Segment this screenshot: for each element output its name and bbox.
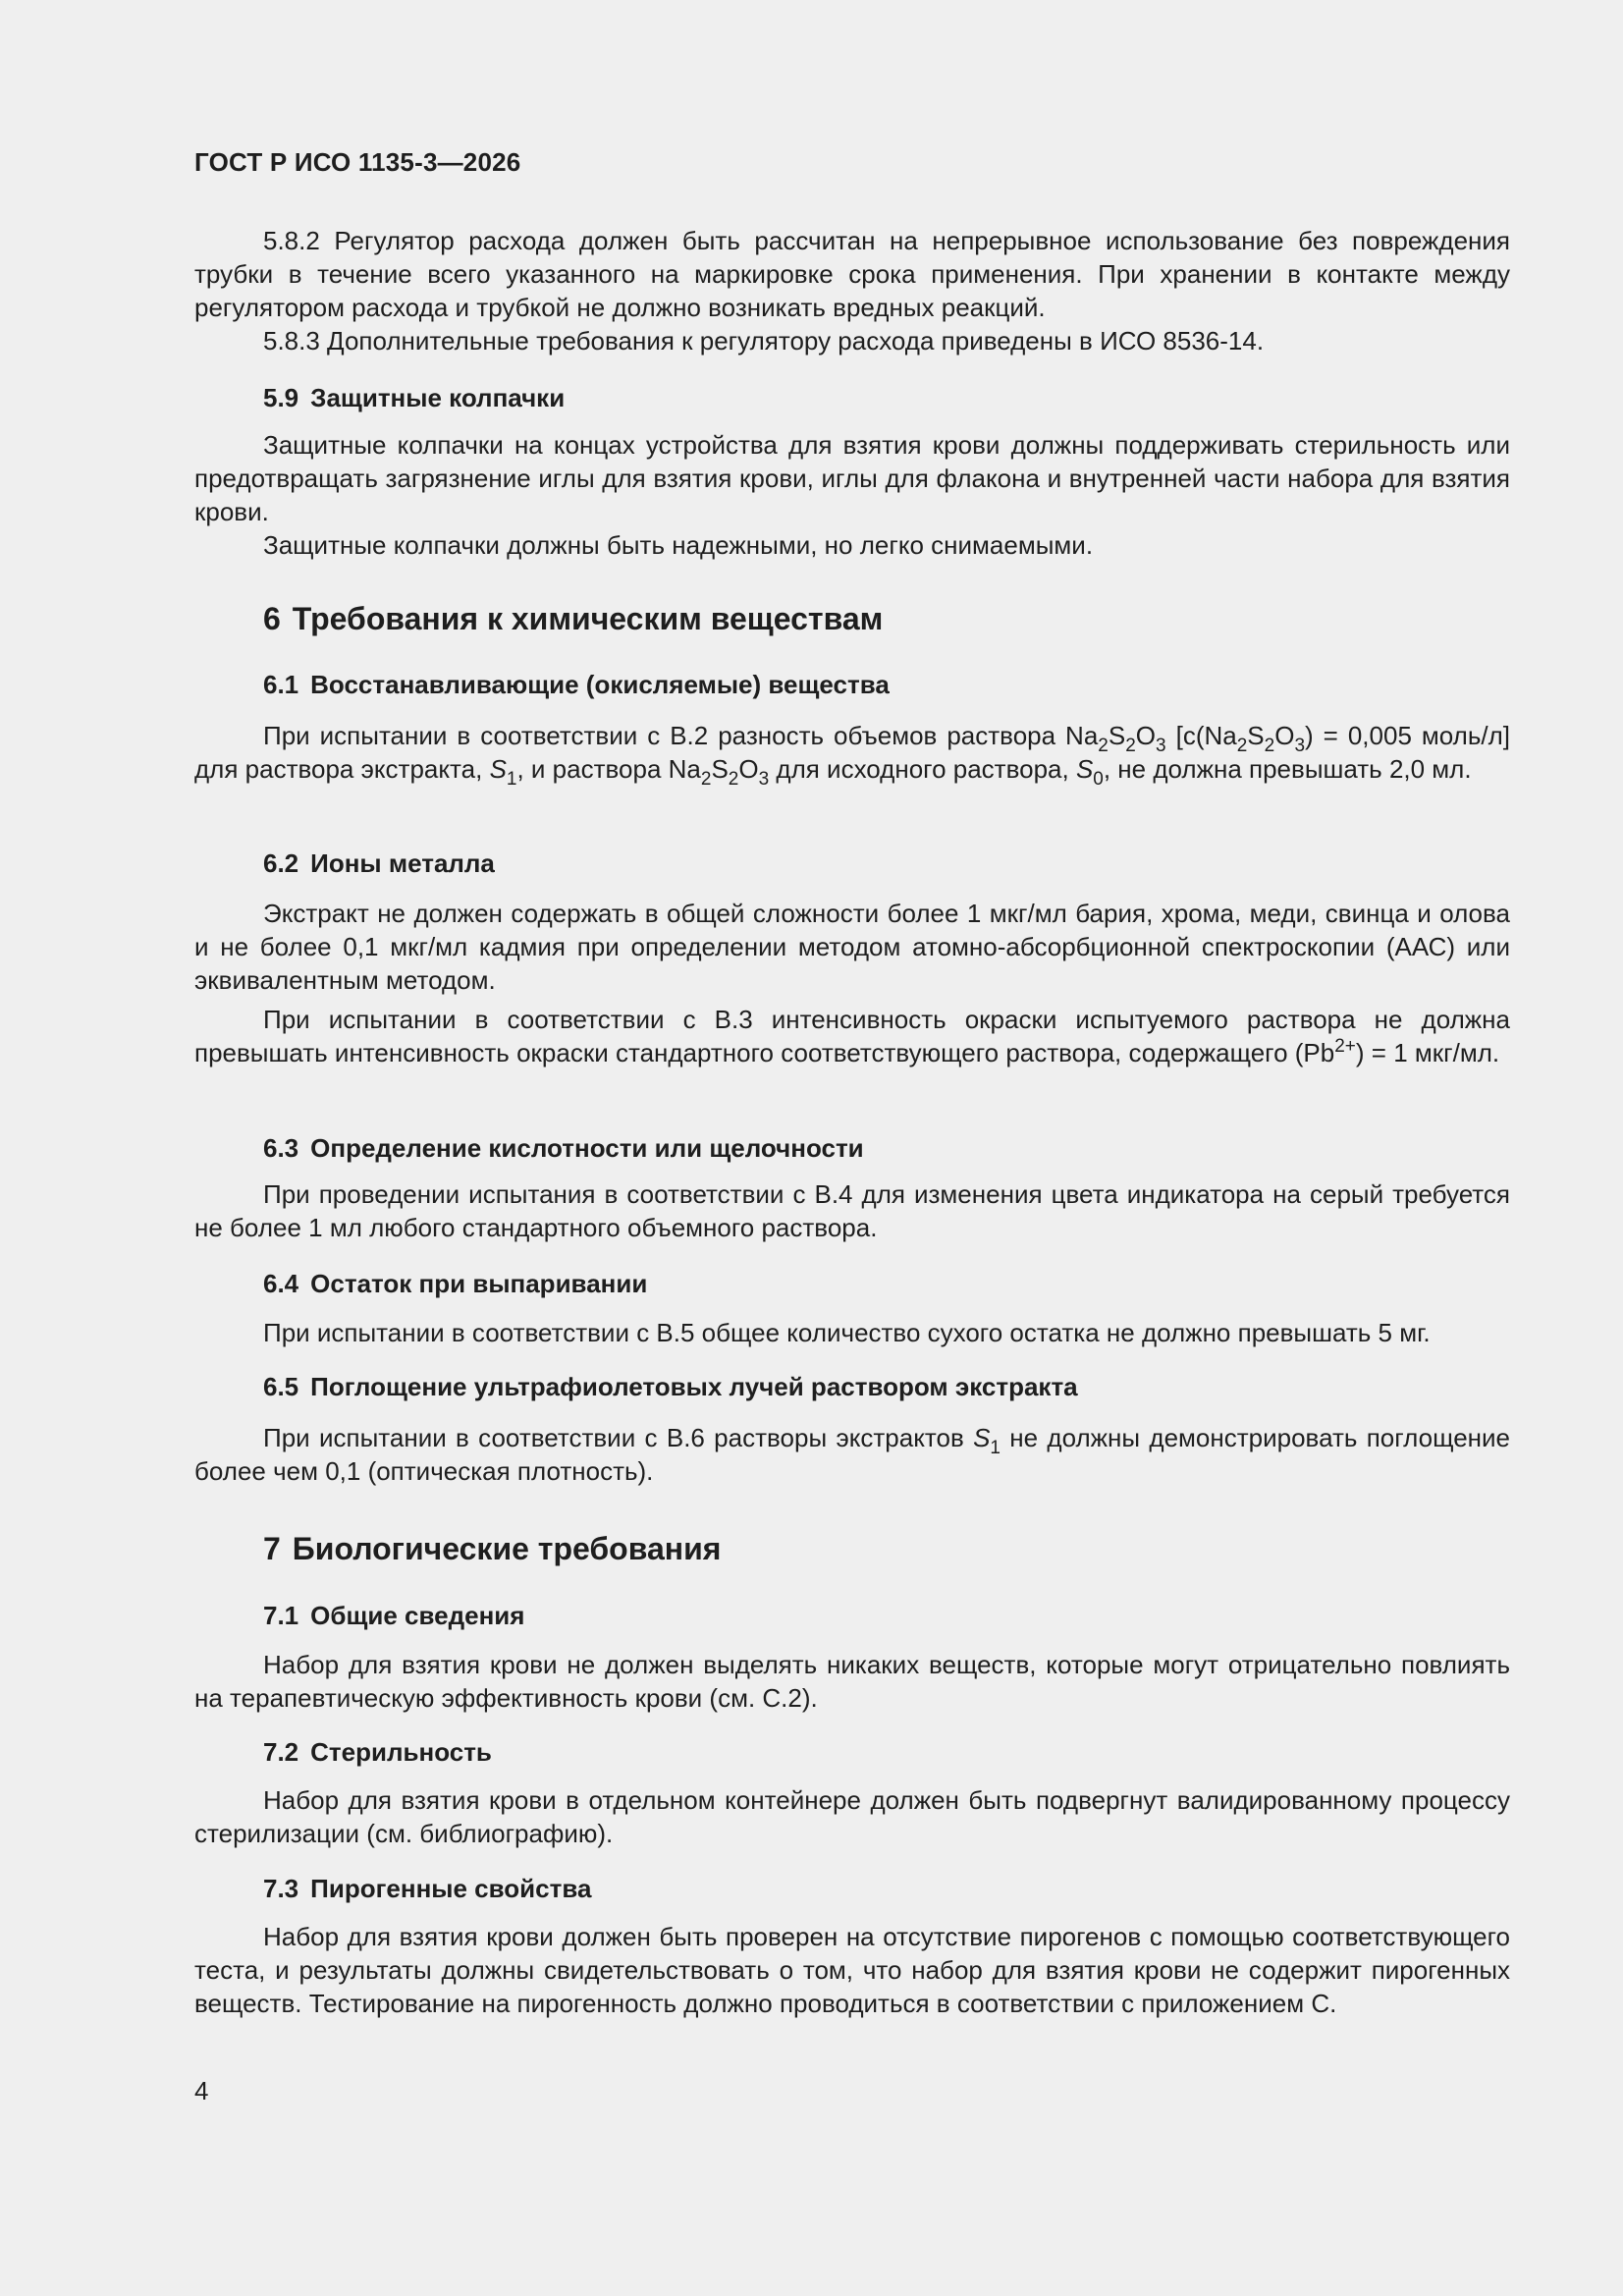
section-heading-5-9 <box>194 381 565 414</box>
section-title: Остаток при выпаривании <box>310 1269 648 1298</box>
section-heading-6-4 <box>194 1267 647 1300</box>
paragraph-7-1: Набор для взятия крови не должен выделять никаких веществ, которые могут отрицательно повлиять на терапевтическую эффективность крови (см. С.2). <box>194 1650 1510 1713</box>
section-title: Стерильность <box>310 1737 492 1767</box>
section-heading-6-1 <box>194 668 890 701</box>
section-heading-6-3 <box>194 1131 864 1165</box>
section-number: 6.3 <box>263 1133 299 1163</box>
section-title: Ионы металла <box>310 848 495 878</box>
section-title: Восстанавливающие (окисляемые) вещества <box>310 670 890 699</box>
chapter-number: 6 <box>263 601 281 636</box>
paragraph-5-9-b: Защитные колпачки должны быть надежными, но легко снимаемыми. <box>263 530 1094 560</box>
chapter-number: 7 <box>263 1531 281 1566</box>
paragraph-6-3: При проведении испытания в соответствии с В.4 для изменения цвета индикатора на серый требуется не более 1 мл любого стандартного объемного раствора. <box>194 1179 1510 1242</box>
paragraph-5-8-2: 5.8.2 Регулятор расхода должен быть рассчитан на непрерывное использование без повреждения трубки в течение всего указанного на маркировке срока применения. При хранении в контакте между регулятором расхода и трубкой не должно возникать вредных реакций. <box>194 226 1510 322</box>
document-header: ГОСТ Р ИСО 1135-3—2026 <box>194 147 521 177</box>
section-number: 7.2 <box>263 1737 299 1767</box>
paragraph-6-2-b: При испытании в соответствии с В.3 интенсивность окраски испытуемого раствора не должна превышать интенсивность окраски стандартного соответствующего раствора, содержащего $(Pb^{2+}) = 1$ мкг/мл. <box>194 1005 1510 1067</box>
section-title: Поглощение ультрафиолетовых лучей раствором экстракта <box>310 1372 1078 1401</box>
section-number: 5.9 <box>263 383 299 412</box>
section-heading-6-2 <box>194 847 495 880</box>
section-number: 7.3 <box>263 1874 299 1903</box>
section-heading-7-2 <box>194 1735 492 1769</box>
section-title: Определение кислотности или щелочности <box>310 1133 864 1163</box>
section-title: Защитные колпачки <box>310 383 566 412</box>
paragraph-5-8-3: 5.8.3 Дополнительные требования к регулятору расхода приведены в ИСО 8536-14. <box>263 326 1265 355</box>
section-number: 6.1 <box>263 670 299 699</box>
section-title: Общие сведения <box>310 1601 525 1630</box>
section-number: 6.5 <box>263 1372 299 1401</box>
paragraph-6-5: При испытании в соответствии с В.6 растворы экстрактов $S_1$ не должны демонстрировать поглощение более чем 0,1 (оптическая плотность). <box>194 1423 1510 1486</box>
page-number: 4 <box>194 2076 209 2105</box>
paragraph-6-1: При испытании в соответствии с В.2 разность объемов раствора $Na_2S_2O_3$ [$c(Na_2S_2O_3) = 0,005$ моль/л] для раствора экстракта, $S_1$, и раствора $Na_2S_2O_3$ для исходного раствора, $S_0$, не должна превышать 2,0 мл. <box>194 721 1510 790</box>
chapter-heading-6 <box>194 599 883 638</box>
section-number: 6.4 <box>263 1269 299 1298</box>
paragraph-6-2-a: Экстракт не должен содержать в общей сложности более 1 мкг/мл бария, хрома, меди, свинца и олова и не более 0,1 мкг/мл кадмия при определении методом атомно-абсорбционной спектроскопии (ААС) или эквивалентным методом. <box>194 899 1510 995</box>
section-heading-6-5 <box>194 1370 1078 1403</box>
chapter-heading-7 <box>194 1529 721 1568</box>
section-title: Пирогенные свойства <box>310 1874 592 1903</box>
chapter-title: Требования к химическим веществам <box>292 601 884 636</box>
chapter-title: Биологические требования <box>292 1531 722 1566</box>
section-heading-7-3 <box>194 1872 591 1905</box>
paragraph-6-4: При испытании в соответствии с В.5 общее количество сухого остатка не должно превышать 5 мг. <box>263 1318 1431 1347</box>
paragraph-5-9-a: Защитные колпачки на концах устройства для взятия крови должны поддерживать стерильность или предотвращать загрязнение иглы для взятия крови, иглы для флакона и внутренней части набора для взятия крови. <box>194 430 1510 526</box>
paragraph-7-3: Набор для взятия крови должен быть проверен на отсутствие пирогенов с помощью соответствующего теста, и результаты должны свидетельствовать о том, что набор для взятия крови не содержит пирогенных веществ. Тестирование на пирогенность должно проводиться в соответствии с приложением С. <box>194 1922 1510 2018</box>
section-heading-7-1 <box>194 1599 524 1632</box>
section-number: 7.1 <box>263 1601 299 1630</box>
section-number: 6.2 <box>263 848 299 878</box>
paragraph-7-2: Набор для взятия крови в отдельном контейнере должен быть подвергнут валидированному процессу стерилизации (см. библиографию). <box>194 1785 1510 1848</box>
